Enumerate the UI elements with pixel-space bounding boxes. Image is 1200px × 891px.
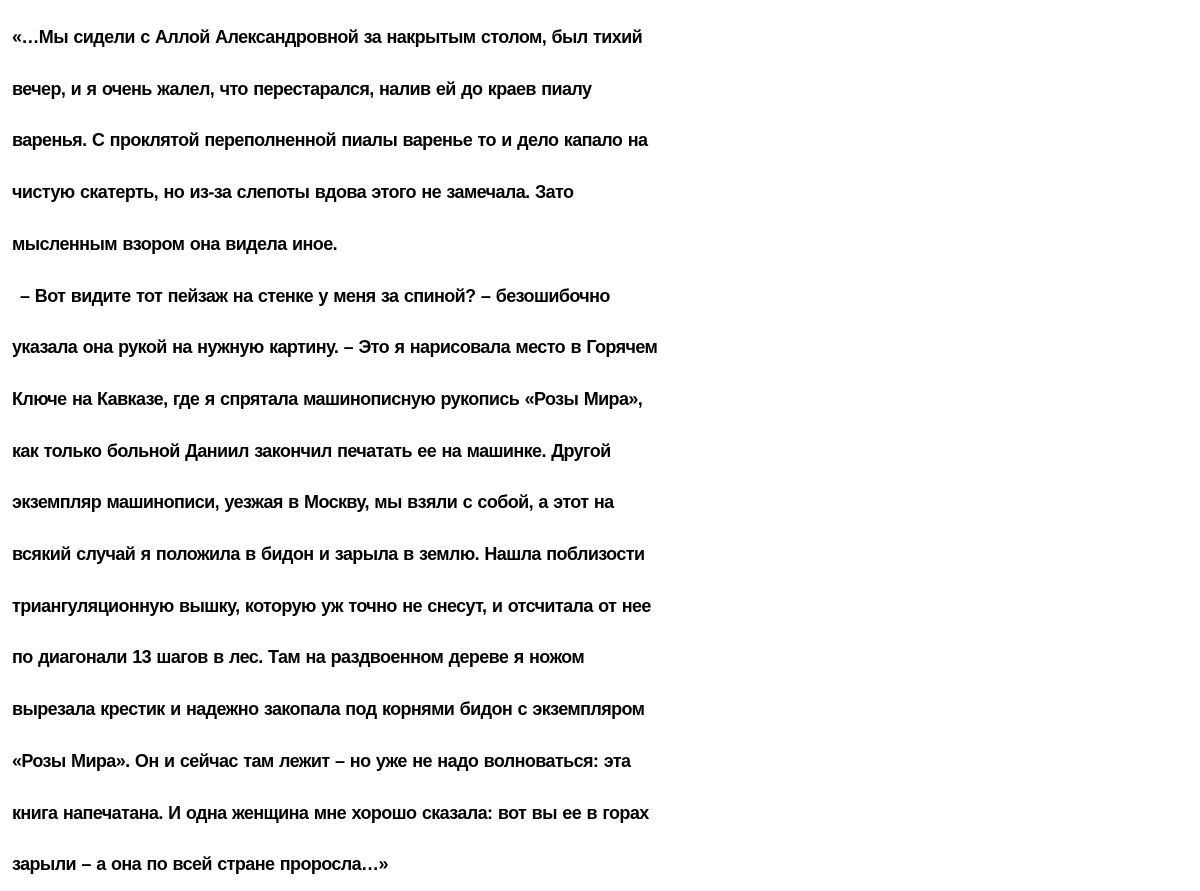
quote-text-block xyxy=(12,12,1192,891)
text-line-14: вырезала крестик и надежно закопала под корнями бидон с экземпляром xyxy=(12,699,645,720)
text-line-11: всякий случай я положила в бидон и зарыла в землю. Нашла поблизости xyxy=(12,544,645,565)
text-line-2: вечер, и я очень жалел, что перестарался, налив ей до краев пиалу xyxy=(12,78,592,99)
text-line-13: по диагонали 13 шагов в лес. Там на раздвоенном дереве я ножом xyxy=(12,647,585,668)
text-line-9: как только больной Даниил закончил печатать ее на машинке. Другой xyxy=(12,440,611,461)
text-line-12: триангуляционную вышку, которую уж точно не снесут, и отсчитала от нее xyxy=(12,595,651,616)
text-line-16: книга напечатана. И одна женщина мне хорошо сказала: вот вы ее в горах xyxy=(12,802,649,823)
text-line-8: Ключе на Кавказе, где я спрятала машинописную рукопись «Розы Мира», xyxy=(12,388,643,409)
text-line-6: – Вот видите тот пейзаж на стенке у меня за спиной? – безошибочно xyxy=(20,285,610,306)
text-line-5: мысленным взором она видела иное. xyxy=(12,233,338,254)
text-line-3: варенья. С проклятой переполненной пиалы варенье то и дело капало на xyxy=(12,130,648,151)
text-line-17: зарыли – а она по всей стране проросла…» xyxy=(12,854,388,875)
text-line-10: экземпляр машинописи, уезжая в Москву, мы взяли с собой, а этот на xyxy=(12,492,614,513)
text-line-15: «Розы Мира». Он и сейчас там лежит – но уже не надо волноваться: эта xyxy=(12,750,631,771)
text-line-7: указала она рукой на нужную картину. – Это я нарисовала место в Горячем xyxy=(12,337,658,358)
text-line-4: чистую скатерть, но из-за слепоты вдова этого не замечала. Зато xyxy=(12,182,574,203)
text-line-1: «…Мы сидели с Аллой Александровной за накрытым столом, был тихий xyxy=(12,27,643,47)
